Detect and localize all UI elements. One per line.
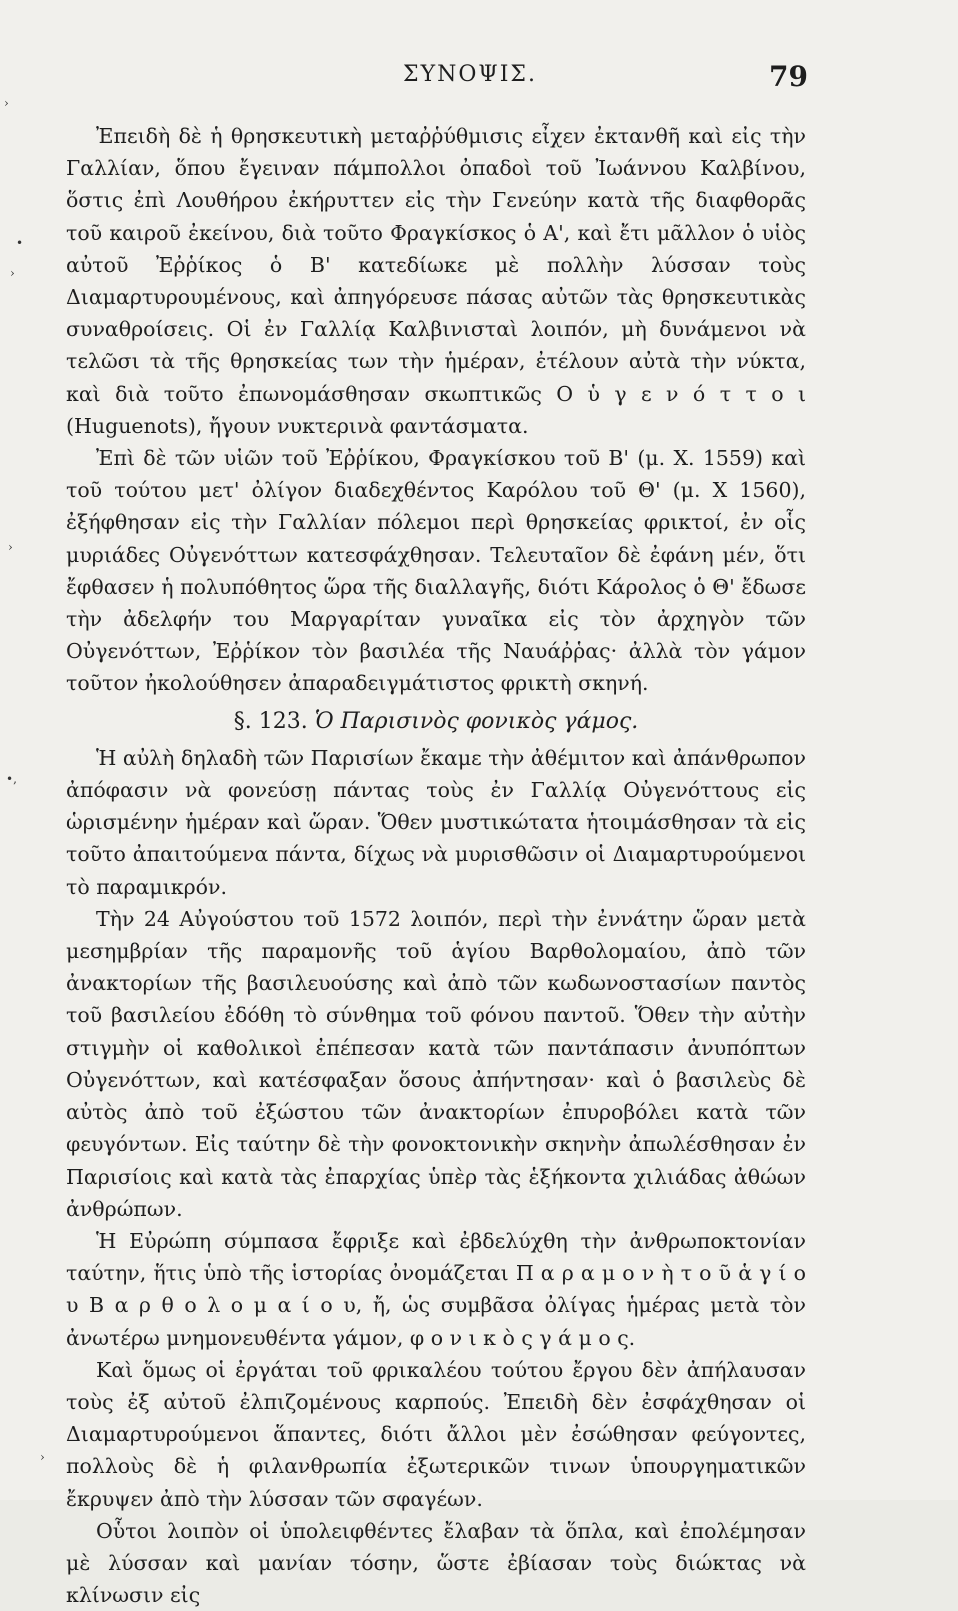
section-heading [66,706,806,738]
page-number: 79 [769,60,808,93]
margin-mark: › [4,96,9,110]
paragraph: Ἡ Εὐρώπη σύμπασα ἔφριξε καὶ ἐβδελύχθη τὴν ἀνθρωποκτονίαν ταύτην, ἥτις ὑπὸ τῆς ἱστορίας ὀνομάζεται Π α ρ α μ ο ν ὴ τ ο ῦ ἁ γ ί ο υ Β α ρ θ ο λ ο μ α ί ο υ, ἤ, ὡς συμβᾶσα ὀλίγας ἡμέρας μετὰ τὸν ἀνωτέρω μνημονευθέντα γάμον, φ ο ν ι κ ὸ ς γ ά μ ο ς. [66,1228,806,1350]
running-title: ΣΥΝΟΨΙΣ. [403,62,537,87]
margin-mark: › [40,1450,45,1464]
body-text [66,120,806,1611]
paragraph: Ἡ αὐλὴ δηλαδὴ τῶν Παρισίων ἔκαμε τὴν ἀθέμιτον καὶ ἀπάνθρωπον ἀπόφασιν νὰ φονεύσῃ πάντας τοὺς ἐν Γαλλίᾳ Οὐγενόττους εἰς ὡρισμένην ἡμέραν καὶ ὥραν. Ὅθεν μυστικώτατα ἡτοιμάσθησαν τὰ εἰς τοῦτο ἀπαιτούμενα πάντα, δίχως νὰ μυρισθῶσιν οἱ Διαμαρτυρούμενοι τὸ παραμικρόν. [66,745,806,899]
section-number: §. 123. [233,708,308,734]
paragraph: Ἐπὶ δὲ τῶν υἱῶν τοῦ Ἐῤῥίκου, Φραγκίσκου τοῦ Β' (μ. Χ. 1559) καὶ τοῦ τούτου μετ' ὀλίγον διαδεχθέντος Καρόλου τοῦ Θ' (μ. Χ 1560), ἐξήφθησαν εἰς τὴν Γαλλίαν πόλεμοι περὶ θρησκείας φρικτοί, ἐν οἷς μυριάδες Οὐγενόττων κατεσφάχθησαν. Τελευταῖον δὲ ἐφάνη μέν, ὅτι ἔφθασεν ἡ πολυπόθητος ὥρα τῆς διαλλαγῆς, διότι Κάρολος ὁ Θ' ἔδωσε τὴν ἀδελφήν του Μαργαρίταν γυναῖκα εἰς τὸν ἀρχηγὸν τῶν Οὐγενόττων, Ἐῤῥίκον τὸν βασιλέα τῆς Ναυάῤῥας· ἀλλὰ τὸν γάμον τοῦτον ἠκολούθησεν ἀπαραδειγμάτιστος φρικτὴ σκηνή. [66,446,806,696]
paragraph: Καὶ ὅμως οἱ ἐργάται τοῦ φρικαλέου τούτου ἔργου δὲν ἀπήλαυσαν τοὺς ἐξ αὐτοῦ ἐλπιζομένους καρπούς. Ἐπειδὴ δὲν ἐσφάχθησαν οἱ Διαμαρτυρούμενοι ἅπαντες, διότι ἄλλοι μὲν ἐσώθησαν φεύγοντες, πολλοὺς δὲ ἡ φιλανθρωπία ἐξωτερικῶν τινων ὑπουργηματικῶν ἔκρυψεν ἀπὸ τὴν λύσσαν τῶν σφαγέων. [66,1357,806,1511]
section-title: Ὁ Παρισινὸς φονικὸς γάμος. [314,708,639,734]
margin-mark: •, [6,772,17,786]
paragraph: Οὗτοι λοιπὸν οἱ ὑπολειφθέντες ἔλαβαν τὰ ὅπλα, καὶ ἐπολέμησαν μὲ λύσσαν καὶ μανίαν τόσην, ὥστε ἐβίασαν τοὺς διώκτας νὰ κλίνωσιν εἰς [66,1518,806,1608]
page-header [0,60,958,100]
paragraph: Ἐπειδὴ δὲ ἡ θρησκευτικὴ μεταῤῥύθμισις εἶχεν ἐκτανθῆ καὶ εἰς τὴν Γαλλίαν, ὅπου ἔγειναν πάμπολλοι ὀπαδοὶ τοῦ Ἰωάννου Καλβίνου, ὅστις ἐπὶ Λουθήρου ἐκήρυττεν εἰς τὴν Γενεύην κατὰ τῆς διαφθορᾶς τοῦ καιροῦ ἐκείνου, διὰ τοῦτο Φραγκίσκος ὁ Α', καὶ ἔτι μᾶλλον ὁ υἱὸς αὐτοῦ Ἐῤῥίκος ὁ Β' κατεδίωκε μὲ πολλὴν λύσσαν τοὺς Διαμαρτυρουμένους, καὶ ἀπηγόρευσε πάσας αὐτῶν τὰς θρησκευτικὰς συναθροίσεις. Οἱ ἐν Γαλλίᾳ Καλβινισταὶ λοιπόν, μὴ δυνάμενοι νὰ τελῶσι τὰ τῆς θρησκείας των τὴν ἡμέραν, ἐτέλουν αὐτὰ τὴν νύκτα, καὶ διὰ τοῦτο ἐπωνομάσθησαν σκωπτικῶς Ο ὑ γ ε ν ό τ τ ο ι (Huguenots), ἤγουν νυκτερινὰ φαντάσματα. [66,124,806,438]
margin-mark: › [8,540,13,554]
margin-mark: • [16,236,24,250]
paragraph: Τὴν 24 Αὐγούστου τοῦ 1572 λοιπόν, περὶ τὴν ἐννάτην ὥραν μετὰ μεσημβρίαν τῆς παραμονῆς τοῦ ἁγίου Βαρθολομαίου, ἀπὸ τῶν ἀνακτορίων τῆς βασιλευούσης καὶ ἀπὸ τῶν κωδωνοστασίων παντὸς τοῦ βασιλείου ἐδόθη τὸ σύνθημα τοῦ φόνου παντοῦ. Ὅθεν τὴν αὐτὴν στιγμὴν οἱ καθολικοὶ ἐπέπεσαν κατὰ τῶν παντάπασιν ἀνυπόπτων Οὐγενόττων, καὶ κατέσφαξαν ὅσους ἀπήντησαν· καὶ ὁ βασιλεὺς δὲ αὐτὸς ἀπὸ τοῦ ἐξώστου τῶν ἀνακτορίων ἐπυροβόλει κατὰ τῶν φευγόντων. Εἰς ταύτην δὲ τὴν φονοκτονικὴν σκηνὴν ἀπωλέσθησαν ἐν Παρισίοις καὶ κατὰ τὰς ἐπαρχίας ὑπὲρ τὰς ἑξήκοντα χιλιάδας ἀθώων ἀνθρώπων. [66,906,806,1221]
margin-mark: › [10,266,15,280]
